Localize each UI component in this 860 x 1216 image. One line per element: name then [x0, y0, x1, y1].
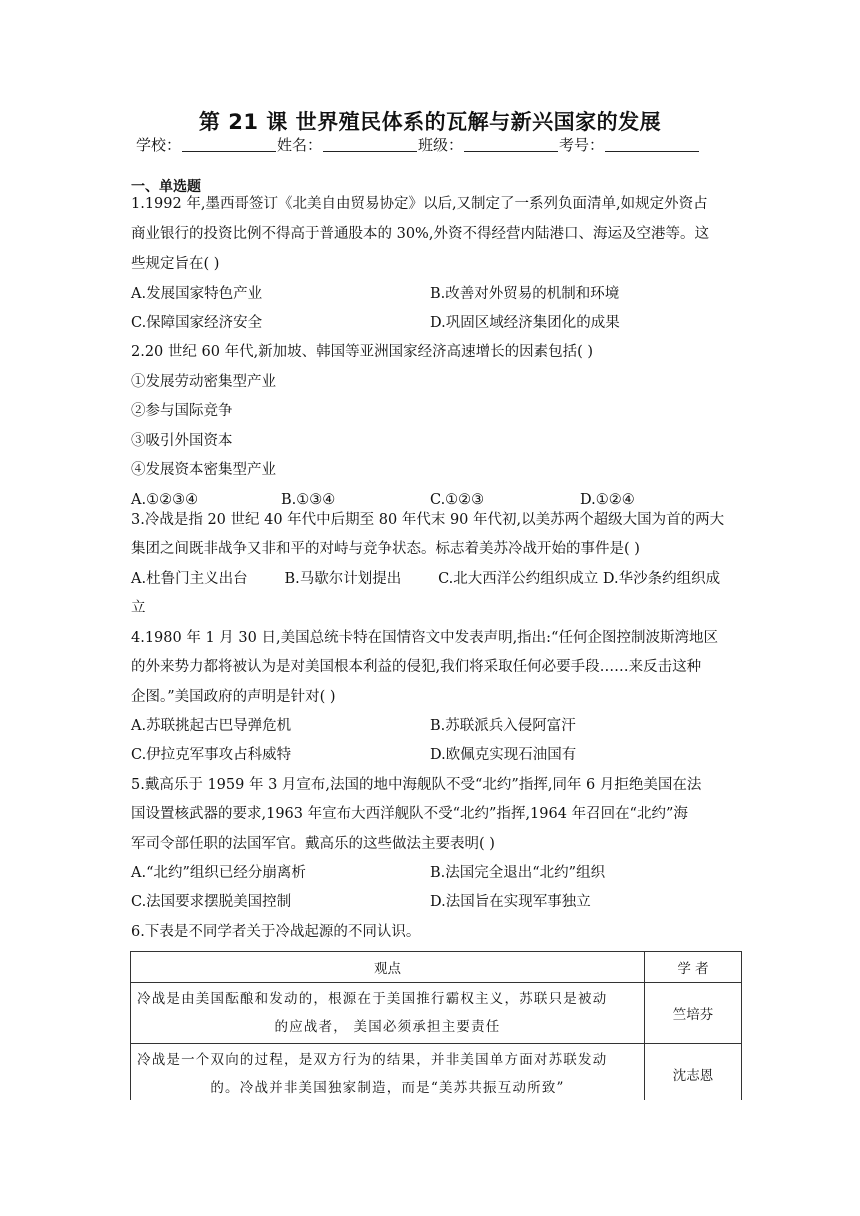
q1-stem-line: 些规定旨在( ) [131, 256, 220, 272]
view-text: 冷战是由美国酝酿和发动的，根源在于美国推行霸权主义，苏联只是被动 [137, 991, 608, 1007]
view-text: 冷战是一个双向的过程，是双方行为的结果，并非美国单方面对苏联发动 [137, 1052, 608, 1068]
page-title: 第 21 课 世界殖民体系的瓦解与新兴国家的发展 [198, 110, 662, 134]
q1-option-a[interactable]: A.发展国家特色产业 [131, 286, 263, 302]
q3-options-wrap: 立 [131, 600, 146, 616]
class-label: 班级： [418, 136, 464, 154]
school-blank[interactable] [182, 136, 276, 152]
table-row [131, 983, 742, 1044]
student-info-row [136, 134, 700, 155]
q4-stem-line: 企图。”美国政府的声明是针对( ) [131, 689, 336, 705]
view-cell [131, 1044, 645, 1105]
q5-stem-line: 军司令部任职的法国军官。戴高乐的这些做法主要表明( ) [131, 836, 495, 852]
q1-option-d[interactable]: D.巩固区域经济集团化的成果 [430, 315, 620, 331]
q2-option-b[interactable]: B.①③④ [281, 492, 336, 508]
q1-stem-line: 1.1992 年,墨西哥签订《北美自由贸易协定》以后,又制定了一系列负面清单,如规定外资占 [131, 196, 708, 212]
q4-stem-line: 4.1980 年 1 月 30 日,美国总统卡特在国情咨文中发表声明,指出:“任何企图控制波斯湾地区 [131, 630, 718, 646]
scholar-cell: 竺培芬 [645, 983, 742, 1044]
views-table [130, 951, 742, 1105]
q6-stem-line: 6.下表是不同学者关于冷战起源的不同认识。 [131, 924, 421, 940]
section-heading: 一、单选题 [131, 179, 201, 195]
name-blank[interactable] [323, 136, 417, 152]
q5-stem-line: 国设置核武器的要求,1963 年宣布大西洋舰队不受“北约”指挥,1964 年召回在“北约”海 [131, 806, 688, 822]
school-label: 学校： [136, 136, 182, 154]
q4-option-d[interactable]: D.欧佩克实现石油国有 [430, 747, 577, 763]
q3-stem-line: 集团之间既非战争又非和平的对峙与竞争状态。标志着美苏冷战开始的事件是( ) [131, 541, 640, 557]
view-text: 的。冷战并非美国独家制造，而是“美苏共振互动所致” [210, 1080, 565, 1096]
page-cut-mask [120, 1100, 760, 1120]
q4-option-a[interactable]: A.苏联挑起古巴导弹危机 [131, 718, 292, 734]
scholar-cell: 沈志恩 [645, 1044, 742, 1105]
q2-item: ④发展资本密集型产业 [131, 462, 276, 478]
exam-no-label: 考号： [559, 136, 605, 154]
header-scholar: 学 者 [645, 952, 742, 983]
class-blank[interactable] [464, 136, 558, 152]
q2-item: ②参与国际竞争 [131, 403, 233, 419]
header-view: 观点 [131, 952, 645, 983]
q5-option-d[interactable]: D.法国旨在实现军事独立 [430, 894, 591, 910]
q4-stem-line: 的外来势力都将被认为是对美国根本利益的侵犯,我们将采取任何必要手段……来反击这种 [131, 659, 702, 675]
table-header-row [131, 952, 742, 983]
table-row [131, 1044, 742, 1105]
q1-option-c[interactable]: C.保障国家经济安全 [131, 315, 263, 331]
q3-stem-line: 3.冷战是指 20 世纪 40 年代中后期至 80 年代末 90 年代初,以美苏两个超级大国为首的两大 [131, 512, 725, 528]
q2-stem-line: 2.20 世纪 60 年代,新加坡、韩国等亚洲国家经济高速增长的因素包括( ) [131, 344, 594, 360]
exam-no-blank[interactable] [605, 136, 699, 152]
q1-option-b[interactable]: B.改善对外贸易的机制和环境 [430, 286, 620, 302]
q5-stem-line: 5.戴高乐于 1959 年 3 月宣布,法国的地中海舰队不受“北约”指挥,同年 6 月拒绝美国在法 [131, 777, 702, 793]
q5-option-b[interactable]: B.法国完全退出“北约”组织 [430, 865, 606, 881]
q5-option-c[interactable]: C.法国要求摆脱美国控制 [131, 894, 292, 910]
view-text: 的应战者， 美国必须承担主要责任 [274, 1019, 501, 1035]
view-cell [131, 983, 645, 1044]
q1-stem-line: 商业银行的投资比例不得高于普通股本的 30%,外资不得经营内陆港口、海运及空港等。这 [131, 226, 709, 242]
q2-option-d[interactable]: D.①②④ [580, 492, 635, 508]
q4-option-b[interactable]: B.苏联派兵入侵阿富汗 [430, 718, 576, 734]
q2-item: ③吸引外国资本 [131, 433, 233, 449]
q5-option-a[interactable]: A.“北约”组织已经分崩离析 [131, 865, 306, 881]
q3-options-line[interactable]: A.杜鲁门主义出台 B.马歇尔计划提出 C.北大西洋公约组织成立 D.华沙条约组织成 [131, 571, 721, 587]
q2-option-a[interactable]: A.①②③④ [131, 492, 199, 508]
name-label: 姓名： [277, 136, 323, 154]
q4-option-c[interactable]: C.伊拉克军事攻占科威特 [131, 747, 292, 763]
q2-item: ①发展劳动密集型产业 [131, 374, 276, 390]
q2-option-c[interactable]: C.①②③ [430, 492, 485, 508]
